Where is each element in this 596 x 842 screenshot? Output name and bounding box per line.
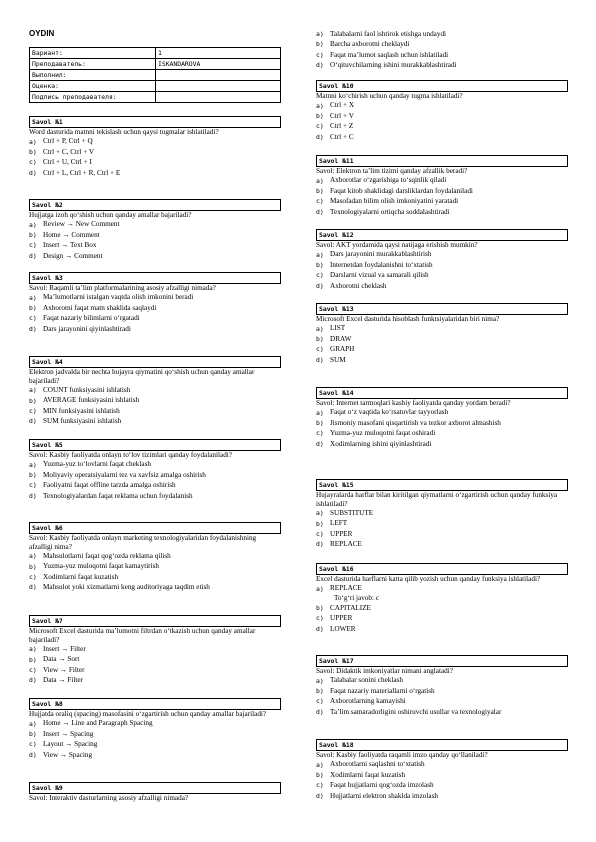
option-text: UPPER [330,614,353,623]
option-text: Xodimlarni faqat kuzatish [43,572,119,581]
option-letter: b) [29,562,37,571]
info-label: Преподаватель: [30,59,156,70]
answer-option [29,655,281,665]
option-text: COUNT funksiyasini ishlatish [43,385,131,394]
info-label: Вариант: [30,48,156,59]
option-text: Design → Comment [43,251,103,260]
option-text: Ctrl + L, Ctrl + R, Ctrl + E [43,168,121,177]
question-block [316,155,568,217]
option-letter: c) [29,241,37,250]
option-text: Ma’lumotlarni istalgan vaqtda olish imkonini beradi [43,293,194,302]
answer-option [316,519,568,529]
option-letter: d) [29,251,37,260]
option-letter: d) [316,355,324,364]
option-text: AVERAGE funksiyasini ishlatish [43,396,140,405]
answer-option [29,324,281,334]
option-letter: d) [316,439,324,448]
option-text: Home → Line and Paragraph Spacing [43,719,153,728]
answer-option [316,613,568,623]
option-text: Barcha axborotni cheklaydi [330,40,410,49]
answer-option [316,121,568,131]
question-block [316,563,568,634]
option-letter: b) [316,261,324,269]
answer-option [29,739,281,749]
answer-option [29,220,281,230]
option-text: Review → New Comment [43,220,120,229]
option-letter: a) [316,509,324,518]
option-letter: c) [316,271,324,280]
option-text: Hujjatlarni elektron shaklda imzolash [330,791,438,800]
option-letter: b) [29,231,37,239]
question-block [29,698,281,760]
option-letter: c) [316,697,324,706]
question-text: Elektron jadvalda bir nechta hujayra qiymatini qo‘shish uchun qanday amallar bajariladi? [29,368,255,385]
option-letter: c) [316,614,324,623]
option-letter: d) [29,324,37,333]
answer-option [316,270,568,280]
option-text: Dars jarayonini murakkablashtirish [330,250,432,259]
option-letter: b) [316,419,324,427]
question-header: Savol №17 [316,655,568,667]
question-block [316,303,568,365]
answer-option [316,696,568,706]
answer-option [29,396,281,406]
answer-option [29,137,281,147]
question-text: Savol: Kasbiy faoliyatda raqamli imzo qanday qo‘llaniladi? [316,751,488,759]
option-text: Yuzma-yuz muloqotni faqat kamaytirish [43,562,159,571]
question-block [29,522,281,593]
option-letter: c) [316,781,324,790]
info-label: Оценка: [30,81,156,92]
question-header: Savol №18 [316,739,568,751]
option-text: Layout → Spacing [43,740,98,749]
option-text: Talabalarni faol ishtirok etishga undaydi [330,29,447,38]
option-letter: a) [316,584,324,593]
info-row [30,81,281,92]
answer-option [316,355,568,365]
option-letter: a) [316,760,324,769]
question-text: Savol: Raqamli ta’lim platformalarining asosiy afzalligi nimada? [29,284,216,292]
option-text: Ctrl + X [330,101,355,110]
info-table [29,47,281,103]
option-letter: b) [29,396,37,405]
option-text: GRAPH [330,345,355,354]
answer-option [316,250,568,260]
option-text: Talabalar sonini cheklash [330,676,403,685]
info-value [156,81,281,92]
question-block [316,479,568,550]
question-header: Savol №4 [29,356,281,368]
answer-option [316,791,568,801]
answer-option [316,111,568,121]
question-header: Savol №1 [29,116,281,128]
info-value: ISKANDAROVA [156,59,281,70]
option-letter: c) [29,158,37,167]
option-letter: a) [316,250,324,259]
answer-option [316,207,568,217]
option-letter: b) [316,112,324,120]
question-text: Savol: Kasbiy faoliyatda onlayn to‘lov tizimlari qanday foydalaniladi? [29,451,232,459]
option-text: View → Filter [43,665,85,674]
option-text: LEFT [330,519,348,528]
option-letter: d) [29,583,37,592]
info-value: 1 [156,48,281,59]
answer-option [316,707,568,717]
question-text: Matnni ko‘chirish uchun qanday tugma ishlatiladi? [316,92,463,100]
option-letter: d) [29,676,37,685]
answer-option [316,418,568,428]
option-letter: c) [29,407,37,415]
answer-option [316,29,568,39]
option-letter: c) [316,530,324,538]
option-letter: b) [316,187,324,195]
info-row [30,92,281,103]
question-text: Savol: AKT yordamida qaysi natijaga erishish mumkin? [316,241,478,249]
question-text: Savol: Didaktik imkoniyatlar nimani anglatadi? [316,667,453,675]
option-text: Faqat nazariy bilimlarni o‘rgatadi [43,314,140,323]
option-letter: d) [316,791,324,800]
option-letter: a) [316,676,324,685]
question-header: Savol №3 [29,272,281,284]
answer-option [29,303,281,313]
answer-option [316,539,568,549]
question-header: Savol №13 [316,303,568,315]
question-text: Savol: Interaktiv dasturlarning asosiy afzalligi nimada? [29,794,189,802]
option-letter: d) [316,540,324,549]
option-letter: a) [29,293,37,302]
question-block [29,439,281,501]
info-row [30,70,281,81]
question-text: Savol: Kasbiy faoliyatda onlayn marketing texnologiyalaridan foydalanishning afzalligi nima? [29,534,257,551]
option-letter: d) [316,61,324,70]
option-letter: d) [316,707,324,716]
option-letter: d) [316,281,324,290]
option-letter: a) [316,324,324,333]
option-text: SUM funksiyasini ishlatish [43,417,122,426]
option-text: Insert → Text Box [43,241,97,250]
question-text: Savol: Internet tarmoqlari kasbiy faoliyatda qanday yordam beradi? [316,399,511,407]
answer-option [316,624,568,634]
option-text: Faqat kitob shaklidagi darsliklardan foydalaniladi [330,186,473,195]
question-block [316,387,568,449]
question-block [29,356,281,427]
question-block [29,199,281,261]
option-letter: b) [316,335,324,343]
option-letter: c) [29,666,37,674]
option-letter: c) [29,481,37,490]
question-header: Savol №15 [316,479,568,491]
option-letter: c) [316,429,324,438]
answer-option [316,101,568,111]
option-text: Faqat o‘z vaqtida ko‘rsatuvlar tayyorlash [330,408,449,417]
answer-option [29,750,281,760]
question-block [316,80,568,142]
option-letter: b) [29,304,37,312]
info-row [30,59,281,70]
question-header: Savol №9 [29,782,281,794]
option-text: Faqat hujjatlarni qog‘ozda imzolash [330,781,434,790]
option-text: DRAW [330,334,352,343]
option-letter: c) [316,50,324,59]
answer-option [316,428,568,438]
option-text: LOWER [330,624,356,633]
option-text: CAPITALIZE [330,603,371,612]
answer-option [29,147,281,157]
option-text: View → Spacing [43,750,93,759]
answer-option [316,186,568,196]
option-text: Yuzma-yuz muloqotni faqat oshiradi [330,429,436,438]
option-text: Faoliyatni faqat offline tarzda amalga oshirish [43,481,176,490]
answer-option [29,230,281,240]
option-text: Axborotlarni saqlashni to‘xtatish [330,760,425,769]
info-row [30,48,281,59]
option-letter: d) [316,132,324,141]
option-text: Ctrl + V [330,111,354,120]
option-text: Axborotni faqat matn shaklida saqlaydi [43,303,157,312]
answer-option [316,676,568,686]
option-text: SUM [330,355,346,364]
question-block [316,739,568,801]
question-header: Savol №2 [29,199,281,211]
answer-option [29,572,281,582]
answer-option [29,416,281,426]
answer-option [316,508,568,518]
option-letter: d) [316,624,324,633]
answer-option [29,480,281,490]
question-block [316,655,568,717]
info-label: Выполнил: [30,70,156,81]
option-text: Faqat ma’lumot saqlash uchun ishlatiladi [330,50,449,59]
option-text: Faqat nazariy materiallarni o‘rgatish [330,686,435,695]
option-text: Yuzma-yuz to‘lovlarni faqat cheklash [43,460,151,469]
answer-option [29,551,281,561]
option-letter: a) [29,552,37,561]
option-text: Axborotlar o‘zgarishiga to‘sqinlik qiladi [330,176,447,185]
option-letter: d) [29,417,37,426]
option-text: Insert → Filter [43,644,86,653]
option-letter: c) [316,197,324,206]
option-letter: b) [316,40,324,49]
question-block [29,116,281,178]
answer-option [29,665,281,675]
answer-option [29,675,281,685]
option-text: Data → Sort [43,655,80,664]
answer-option [316,39,568,49]
option-letter: a) [29,137,37,146]
option-letter: a) [316,101,324,110]
option-text: REPLACE [330,540,362,549]
question-block [29,272,281,334]
answer-option [29,293,281,303]
answer-option [29,406,281,416]
question-header: Savol №12 [316,229,568,241]
answer-option [316,324,568,334]
option-text: Mahsulotlarni faqat qog‘ozda reklama qilish [43,551,171,560]
option-text: MIN funksiyasini ishlatish [43,406,120,415]
option-text: Ctrl + Z [330,122,354,131]
answer-option [29,168,281,178]
option-letter: c) [316,122,324,131]
answer-option [316,60,568,70]
option-letter: b) [29,655,37,664]
answer-option [29,491,281,501]
option-letter: c) [316,345,324,354]
question-header: Savol №11 [316,155,568,167]
question-text: Hujjatga izoh qo‘shish uchun qanday amallar bajariladi? [29,211,192,219]
option-text: UPPER [330,529,353,538]
question-header: Savol №16 [316,563,568,575]
question-text: Word dasturida matnni tekislash uchun qaysi tugmalar ishlatiladi? [29,128,219,136]
option-letter: a) [316,408,324,417]
question-text: Hujayralarda harflar bilan kiritilgan qiymatlarni o‘zgartirish uchun qanday funksiya ishlatiladi? [316,491,558,508]
option-letter: b) [29,730,37,738]
option-text: Ctrl + P, Ctrl + Q [43,137,93,146]
answer-option [316,686,568,696]
question-header: Savol №10 [316,80,568,92]
option-text: Ctrl + U, Ctrl + I [43,158,92,167]
option-letter: d) [316,207,324,216]
option-text: Dars jarayonini qiyinlashtiradi [43,324,131,333]
answer-option [316,281,568,291]
question-header: Savol №5 [29,439,281,451]
option-letter: c) [29,314,37,323]
answer-option [316,439,568,449]
option-letter: a) [29,645,37,654]
option-letter: b) [316,687,324,695]
answer-option [316,780,568,790]
option-text: Mahsulot yoki xizmatlarni keng auditoriyaga taqdim etish [43,583,210,592]
answer-option [29,251,281,261]
option-text: Home → Comment [43,230,100,239]
option-text: LIST [330,324,346,333]
info-value [156,70,281,81]
option-text: REPLACE [330,584,362,593]
option-text: Xodimlarning ishini qiyinlashtiradi [330,439,432,448]
answer-option [29,644,281,654]
question-block [316,229,568,291]
option-letter: c) [29,573,37,581]
question-text: Microsoft Excel dasturida hisoblash funktsiyalaridan biri nima? [316,315,500,323]
answer-option [316,196,568,206]
option-text: Jismoniy masofani qisqartirish va tezkor axborot almashish [330,418,501,427]
answer-option [29,157,281,167]
answer-option [29,719,281,729]
info-value [156,92,281,103]
option-letter: a) [29,719,37,728]
option-letter: a) [29,386,37,395]
answer-option [316,408,568,418]
question-text: Hujjatda oraliq (spacing) masofasini o‘zgartirish uchun qanday amallar bajariladi? [29,710,267,718]
option-letter: b) [316,604,324,612]
answer-option [316,529,568,539]
option-text: Masofadan bilim olish imkoniyatini yaratadi [330,197,459,206]
option-letter: c) [29,740,37,749]
option-text: Internetdan foydalanishni to‘xtatish [330,260,433,269]
question-header: Savol №8 [29,698,281,710]
option-text: Xodimlarni faqat kuzatish [330,770,406,779]
option-letter: d) [29,491,37,500]
answer-option [29,562,281,572]
answer-option [316,584,568,594]
question-header: Savol №7 [29,615,281,627]
answer-option [316,260,568,270]
question-block-continued [316,29,568,71]
option-text: Texnologiyalardan faqat reklama uchun foydalanish [43,491,193,500]
info-label: Подпись преподавателя: [30,92,156,103]
option-text: Ctrl + C, Ctrl + V [43,147,95,156]
option-text: Axborotni cheklash [330,281,387,290]
option-letter: b) [29,471,37,479]
answer-option [316,50,568,60]
option-text: Data → Filter [43,676,83,685]
option-letter: a) [316,30,324,38]
page-title: OYDIN [29,29,55,38]
option-text: Ta’lim samaradorligini oshiruvchi usullar va texnologiyalar [330,707,502,716]
question-header: Savol №14 [316,387,568,399]
option-text: Texnologiyalarni ortiqcha soddalashtiradi [330,207,450,216]
question-text: Savol: Elektron ta’lim tizimi qanday afzallik beradi? [316,167,468,175]
option-letter: a) [29,220,37,229]
answer-option [29,385,281,395]
option-letter: b) [29,148,37,156]
answer-option [29,470,281,480]
option-letter: d) [29,168,37,177]
option-letter: b) [316,771,324,779]
option-text: Insert → Spacing [43,729,94,738]
option-letter: d) [29,750,37,759]
option-text: Darslarni vizual va samarali qilish [330,271,429,280]
answer-option [316,344,568,354]
option-text: Ctrl + C [330,132,354,141]
option-text: Axborotlarning kamayishi [330,697,406,706]
answer-option [29,729,281,739]
question-text: Microsoft Excel dasturida ma’lumotni filtrdan o‘tkazish uchun qanday amallar bajariladi? [29,627,256,644]
option-text: Moliyaviy operatsiyalarni tez va xavfsiz amalga oshirish [43,470,206,479]
option-letter: a) [29,460,37,469]
question-header: Savol №6 [29,522,281,534]
question-text: Excel dasturida harflarni katta qilib yozish uchun qanday funksiya ishlatiladi? [316,575,541,583]
question-block [29,615,281,686]
answer-option [29,240,281,250]
option-text: O‘qituvchilarning ishini murakkablashtiradi [330,61,457,70]
option-text: SUBSTITUTE [330,508,374,517]
answer-option [29,582,281,592]
answer-option [316,334,568,344]
answer-option [29,460,281,470]
answer-option [316,603,568,613]
answer-option [29,313,281,323]
answer-option [316,132,568,142]
answer-option [316,760,568,770]
answer-option [316,770,568,780]
option-letter: b) [316,519,324,528]
answer-option [316,176,568,186]
option-letter: a) [316,176,324,185]
question-block [29,782,281,803]
option-note: To‘g‘ri javob: c [334,594,380,602]
